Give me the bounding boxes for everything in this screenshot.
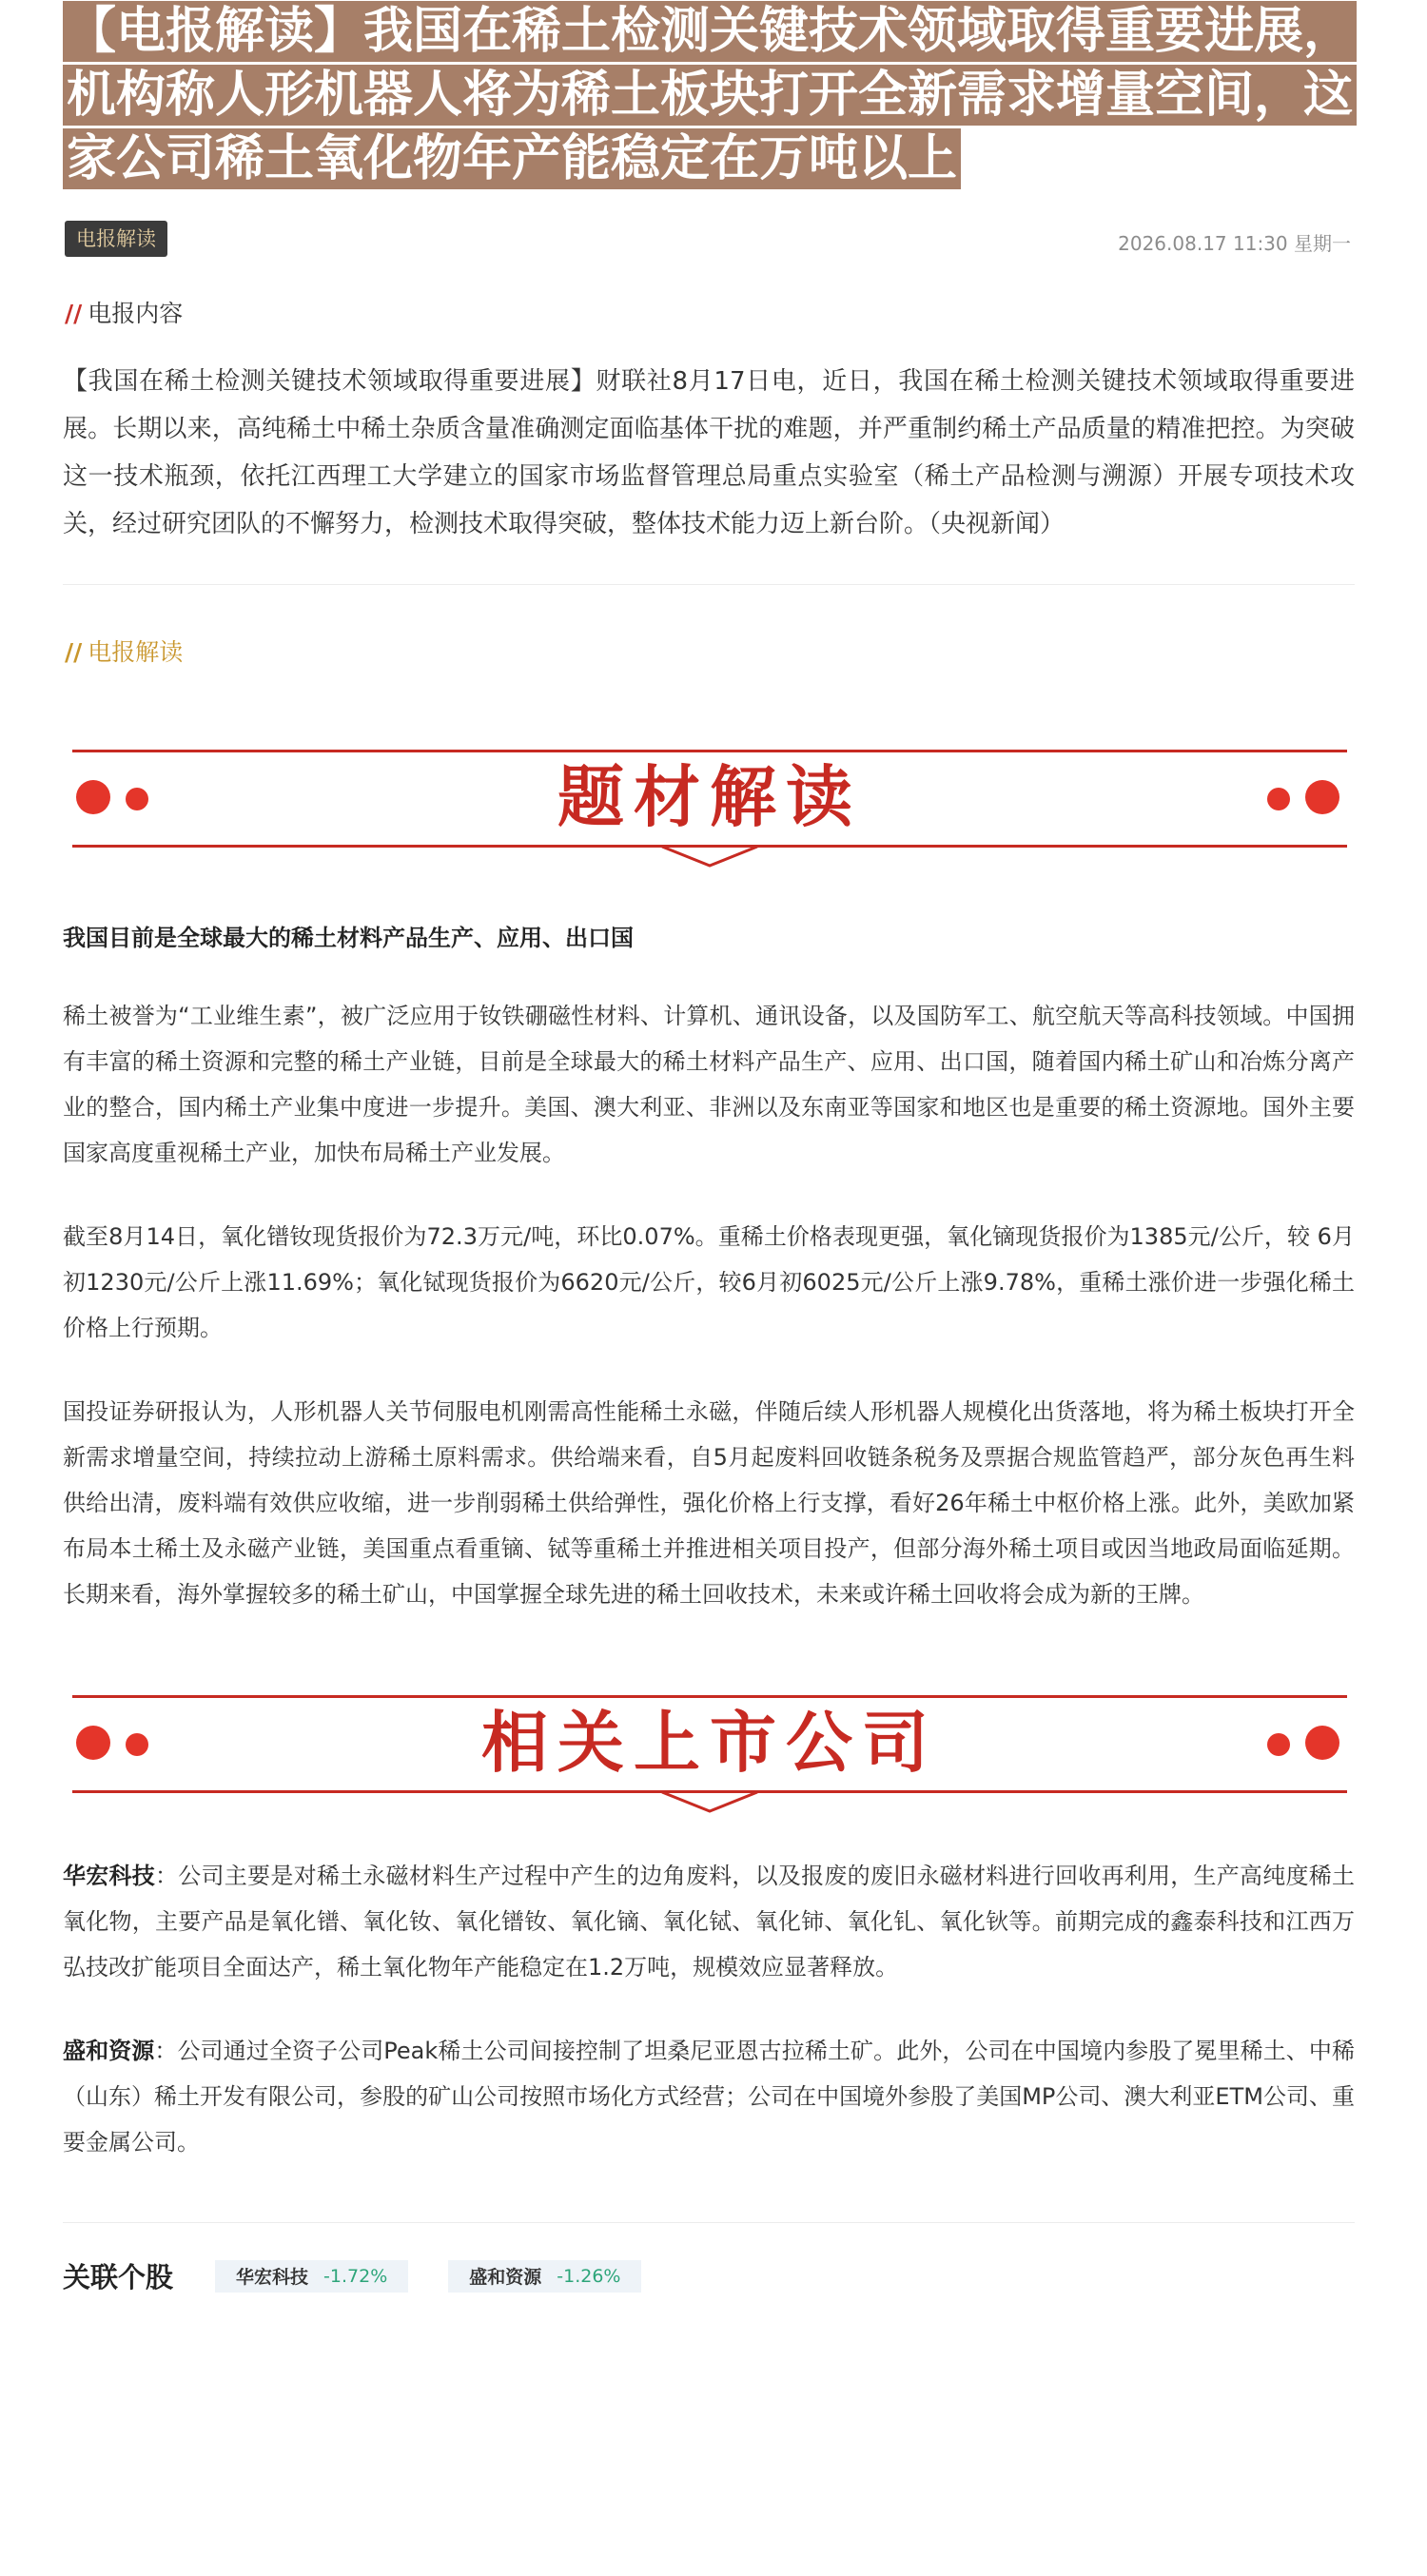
company-description: 公司主要是对稀土永磁材料生产过程中产生的边角废料，以及报废的废旧永磁材料进行回收再利用，生产高纯度稀土氧化物，主要产品是氧化镨、氧化钕、氧化镨钕、氧化镝、氧化铽、氧化铈、氧化钆、氧化钬等。前期完成的鑫泰科技和江西万弘技改扩能项目全面达产，稀土氧化物年产能稳定在1.2万吨，规模效应显著释放。 [63,1863,1356,1981]
section-divider [63,2222,1355,2223]
section-divider [63,584,1355,585]
news-heading-text: 电报内容 [88,300,184,327]
stock-chip[interactable] [215,2260,408,2293]
news-body: 【我国在稀土检测关键技术领域取得重要进展】财联社8月17日电，近日，我国在稀土检测关键技术领域取得重要进展。长期以来，高纯稀土中稀土杂质含量准确测定面临基体干扰的难题，并严重制约稀土产品质量的精准把控。为突破这一技术瓶颈，依托江西理工大学建立的国家市场监督管理总局重点实验室（稀土产品检测与溯源）开展专项技术攻关，经过研究团队的不懈努力，检测技术取得突破，整体技术能力迈上新台阶。（央视新闻） [63,367,1355,538]
analysis-paragraph: 截至8月14日，氧化镨钕现货报价为72.3万元/吨，环比0.07%。重稀土价格表现更强，氧化镝现货报价为1385元/公斤，较 6月初1230元/公斤上涨11.69%；氧化铽现货报价为6620元/公斤，较6月初6025元/公斤上涨9.78%，重稀土涨价进一步强化稀土价格上行预期。 [63,1223,1355,1341]
stock-name: 盛和资源 [469,2267,542,2288]
article-title-text: 【电报解读】我国在稀土检测关键技术领域取得重要进展，机构称人形机器人将为稀土板块打开全新需求增量空间，这家公司稀土氧化物年产能稳定在万吨以上 [63,1,1357,189]
analysis-heading-text: 电报解读 [88,638,184,666]
related-stocks [63,2256,681,2295]
analysis-section-heading [65,635,183,670]
topic-banner [72,734,1347,868]
category-tag[interactable]: 电报解读 [65,221,167,257]
publish-timestamp: 2026.08.17 11:30 星期一 [1118,232,1351,255]
stock-change: -1.26% [557,2265,621,2287]
banner-title: 相关上市公司 [481,1703,938,1782]
section-marker-icon: // [65,300,83,327]
company-separator: ： [155,1863,179,1889]
company-description: 公司通过全资子公司Peak稀土公司间接控制了坦桑尼亚恩古拉稀土矿。此外，公司在中国境内参股了冕里稀土、中稀（山东）稀土开发有限公司，参股的矿山公司按照市场化方式经营；公司在中国境外参股了美国MP公司、澳大利亚ETM公司、重要金属公司。 [63,2038,1355,2156]
stock-name: 华宏科技 [236,2267,309,2288]
company-separator: ： [154,2038,178,2064]
article-title [63,0,1357,191]
company-name[interactable]: 盛和资源 [63,2038,155,2064]
related-stocks-title: 关联个股 [63,2261,174,2293]
stock-chip[interactable] [448,2260,641,2293]
stock-change: -1.72% [323,2265,388,2287]
analysis-paragraph: 稀土被誉为“工业维生素”，被广泛应用于钕铁硼磁性材料、计算机、通讯设备，以及国防军工、航空航天等高科技领域。中国拥有丰富的稀土资源和完整的稀土产业链，目前是全球最大的稀土材料产品生产、应用、出口国，随着国内稀土矿山和冶炼分离产业的整合，国内稀土产业集中度进一步提升。美国、澳大利亚、非洲以及东南亚等国家和地区也是重要的稀土资源地。国外主要国家高度重视稀土产业，加快布局稀土产业发展。 [63,1003,1355,1166]
section-marker-icon: // [65,638,83,666]
company-name[interactable]: 华宏科技 [63,1863,156,1889]
banner-title: 题材解读 [557,757,862,836]
analysis-paragraph: 国投证券研报认为，人形机器人关节伺服电机刚需高性能稀土永磁，伴随后续人形机器人规模化出货落地，将为稀土板块打开全新需求增量空间，持续拉动上游稀土原料需求。供给端来看，自5月起废料回收链条税务及票据合规监管趋严，部分灰色再生料供给出清，废料端有效供应收缩，进一步削弱稀土供给弹性，强化价格上行支撑，看好26年稀土中枢价格上涨。此外，美欧加紧布局本土稀土及永磁产业链，美国重点看重镝、铽等重稀土并推进相关项目投产，但部分海外稀土项目或因当地政局面临延期。长期来看，海外掌握较多的稀土矿山，中国掌握全球先进的稀土回收技术，未来或许稀土回收将会成为新的王牌。 [63,1398,1355,1608]
company-entry [63,2028,1355,2165]
analysis-subheading: 我国目前是全球最大的稀土材料产品生产、应用、出口国 [63,925,634,951]
companies-banner [72,1680,1347,1813]
news-section-heading [65,297,183,331]
company-entry [63,1853,1355,1990]
